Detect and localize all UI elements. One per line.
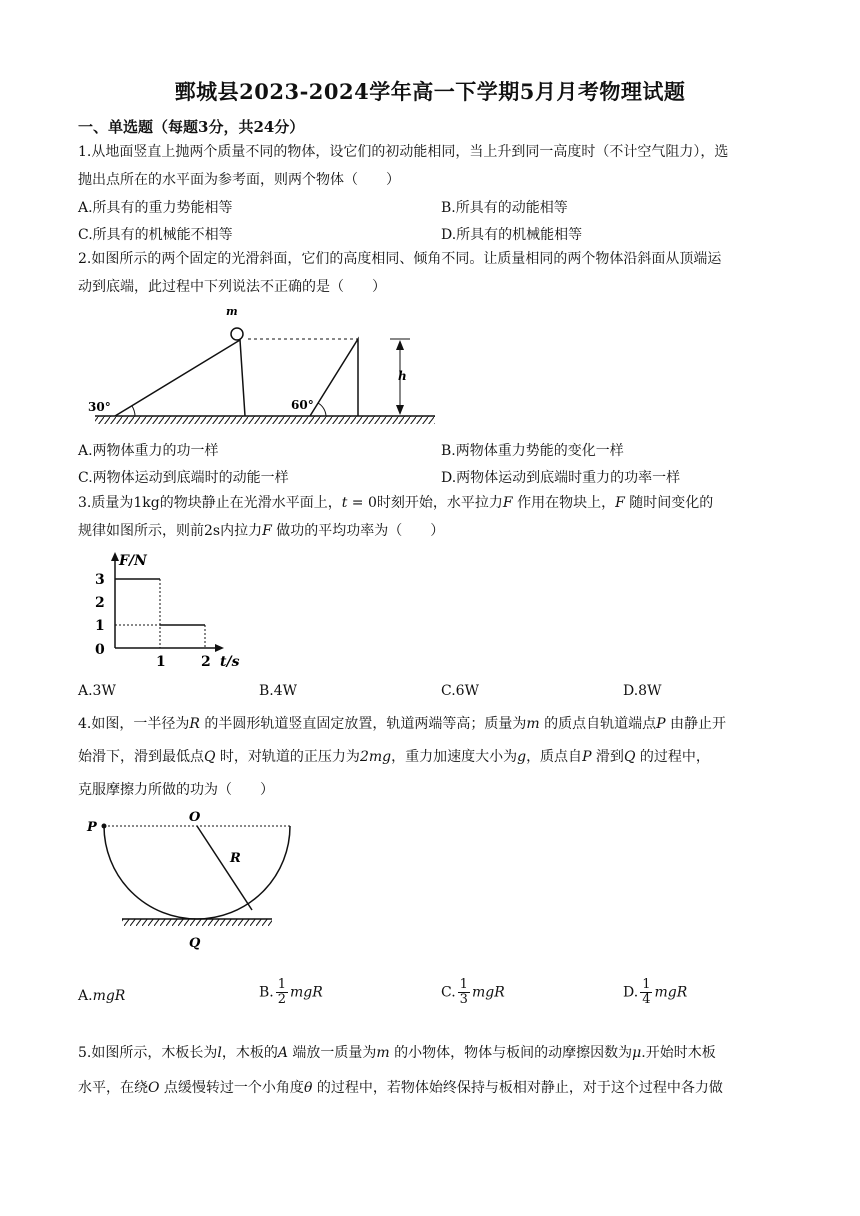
ball-m [231,328,243,340]
q1-option-c: C.所具有的机械能不相等 [78,227,233,243]
fraction-one-third: $\frac{1}{3}$ [459,977,468,1007]
angle-arc-30 [132,406,135,416]
question-5-line-1: 5.如图所示，木板长为l，木板的A 端放一质量为m 的小物体，物体与板间的动摩擦因数为μ.开始时木板 [78,1045,716,1061]
question-2-line-1: 2.如图所示的两个固定的光滑斜面，它们的高度相同、倾角不同。让质量相同的两个物体沿斜面从顶端运 [78,251,722,267]
y-axis-label: F/N [119,553,147,569]
angle-arc-60 [318,403,326,416]
y-tick-label-3: 3 [95,572,105,588]
question-2-stem [78,245,780,301]
question-3-line-2: 规律如图所示，则前2s内拉力F 做功的平均功率为（ ） [78,523,445,539]
angle-30-label: 30° [88,400,111,414]
q4-option-c: C. $\frac{1}{3}$ mgR [441,977,505,1007]
question-4-line-1: 4.如图，一半径为R 的半圆形轨道竖直固定放置，轨道两端等高；质量为m 的质点自轨道端点P 由静止开 [78,716,726,732]
question-1-line-1: 1.从地面竖直上抛两个质量不同的物体，设它们的初动能相同，当上升到同一高度时（不计空气阻力），选 [78,144,729,160]
q2-option-a: A.两物体重力的功一样 [78,443,219,459]
origin-label: 0 [95,642,105,658]
height-label: h [398,369,407,383]
mass-label: m [226,305,238,318]
q3-option-c: C.6W [441,683,479,699]
q3-option-d: D.8W [623,683,662,699]
question-1-stem [78,138,780,194]
label-r: R [230,851,241,866]
q2-option-c: C.两物体运动到底端时的动能一样 [78,470,289,486]
q4-option-b: B. $\frac{1}{2}$ mgR [259,977,323,1007]
question-2-line-2: 动到底端，此过程中下列说法不正确的是（ ） [78,279,386,295]
q3-option-a: A.3W [78,683,116,699]
question-4-line-3: 克服摩擦力所做的功为（ ） [78,782,274,798]
q1-option-d: D.所具有的机械能相等 [441,227,583,243]
page-title: 鄄城县2023-2024学年高一下学期5月月考物理试题 [174,79,686,104]
x-axis-arrowhead [215,644,224,652]
incline-figure [80,305,440,430]
fraction-one-quarter: $\frac{1}{4}$ [642,977,651,1007]
force-time-chart [85,548,265,672]
section-heading: 一、单选题（每题3分，共24分） [78,118,305,136]
ground-hatch [95,416,435,424]
label-o: O [189,810,201,825]
q1-option-a: A.所具有的重力势能相等 [78,200,233,216]
y-axis-arrowhead [111,552,119,561]
q1-option-b: B.所具有的动能相等 [441,200,568,216]
question-3-line-1: 3.质量为1kg的物块静止在光滑水平面上，t = 0时刻开始，水平拉力F 作用在物块上，F 随时间变化的 [78,495,714,511]
track-base-hatch [122,919,272,926]
x-tick-label-2: 2 [201,654,211,670]
semicircle-track-figure [82,806,302,956]
question-4-line-2: 始滑下，滑到最低点Q 时，对轨道的正压力为2mg，重力加速度大小为g，质点自P 滑到Q 的过程中， [78,749,710,765]
question-3-stem [78,489,780,545]
incline-60 [310,339,358,416]
x-tick-label-1: 1 [156,654,166,670]
q2-option-d: D.两物体运动到底端时重力的功率一样 [441,470,681,486]
semicircle-track [104,826,290,919]
label-q: Q [189,936,201,951]
y-tick-label-1: 1 [95,618,105,634]
label-p: P [87,820,97,835]
height-arrowhead-bottom [396,405,404,415]
q2-option-b: B.两物体重力势能的变化一样 [441,443,624,459]
point-p [102,824,107,829]
q4-option-d: D. $\frac{1}{4}$ mgR [623,977,688,1007]
radius-line [197,826,252,910]
question-5-line-2: 水平，在绕O 点缓慢转过一个小角度θ 的过程中，若物体始终保持与板相对静止，对于这个过程中各力做 [78,1080,723,1096]
angle-60-label: 60° [291,398,314,412]
y-tick-label-2: 2 [95,595,105,611]
height-arrowhead-top [396,340,404,350]
question-1-line-2: 抛出点所在的水平面为参考面，则两个物体（ ） [78,172,400,188]
question-4-stem [78,708,780,807]
question-5-stem [78,1036,780,1106]
incline-30 [115,340,245,416]
x-axis-label: t/s [220,654,240,670]
fraction-one-half: $\frac{1}{2}$ [277,977,287,1007]
q4-option-a: A.mgR [78,988,126,1004]
q3-option-b: B.4W [259,683,298,699]
